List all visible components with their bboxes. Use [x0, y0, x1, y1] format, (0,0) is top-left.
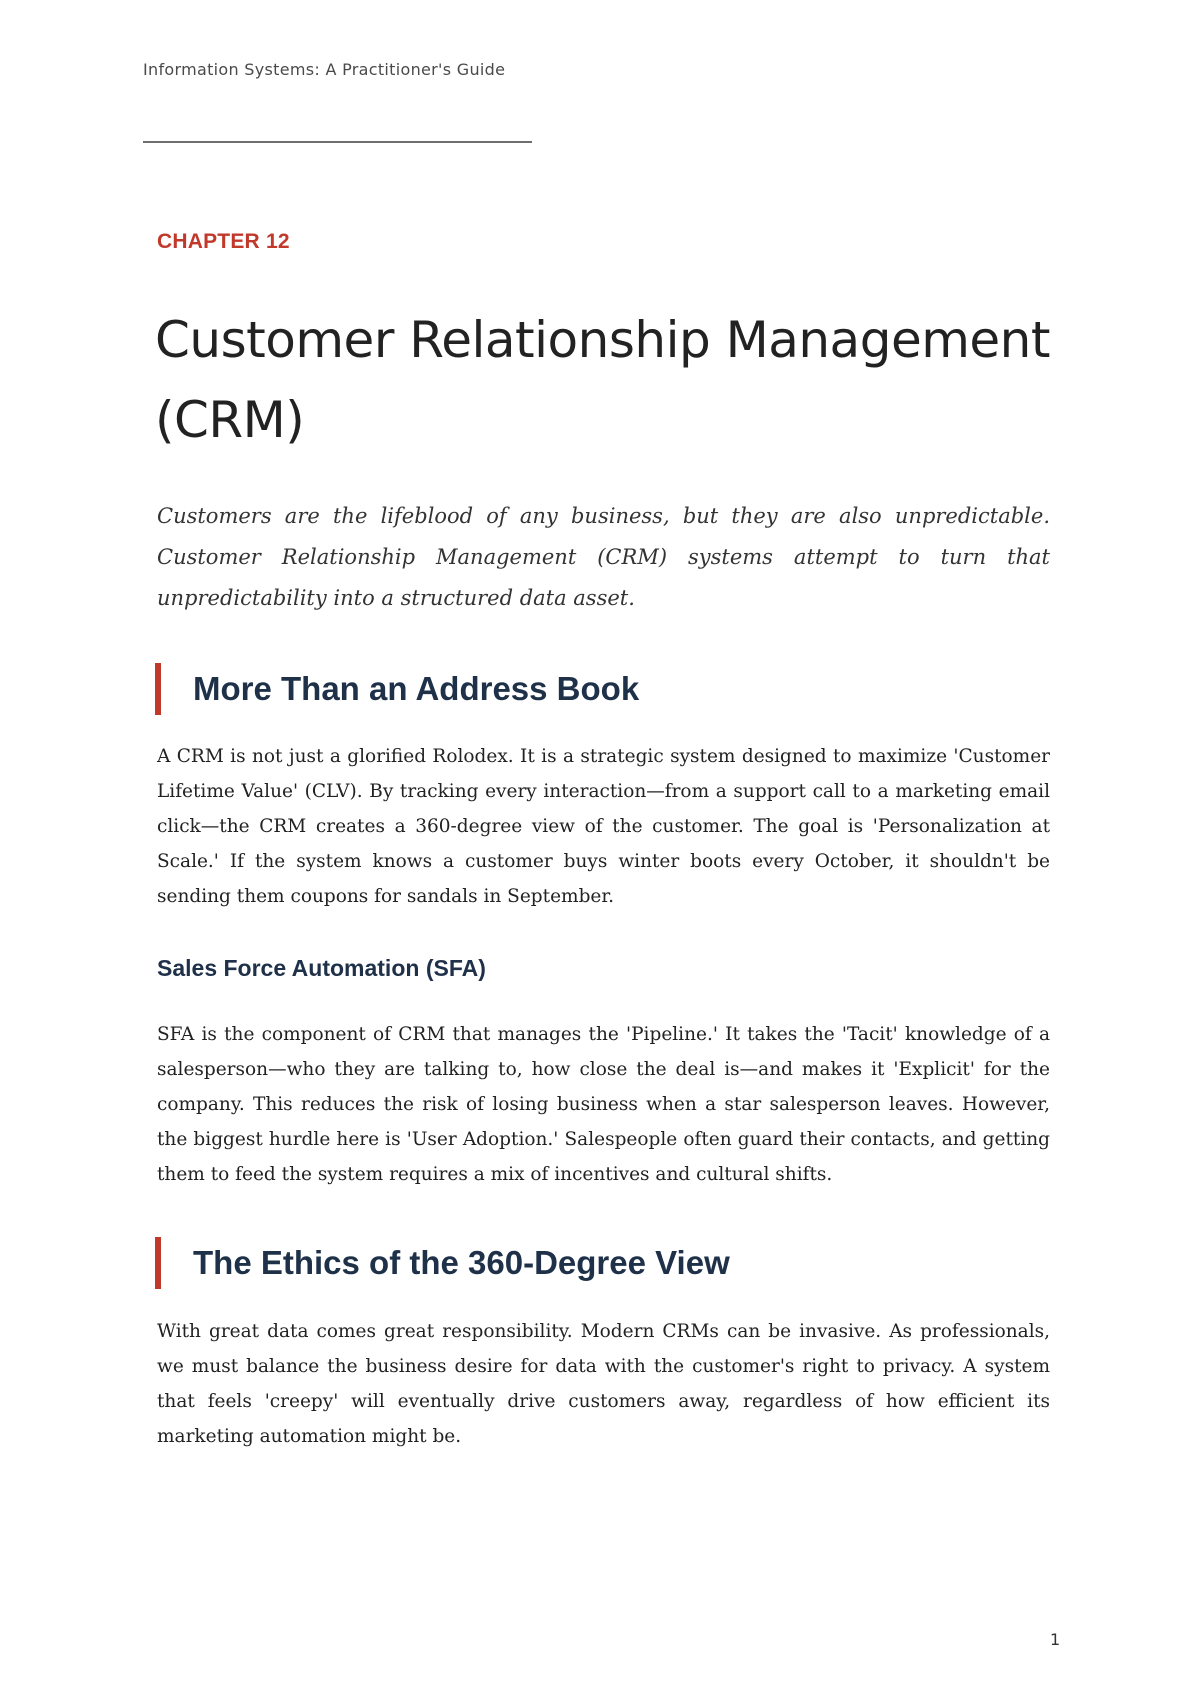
chapter-title: Customer Relationship Management (CRM) — [155, 311, 1050, 449]
running-header: Information Systems: A Practitioner's Guide — [143, 60, 506, 79]
header-divider — [143, 141, 532, 143]
page-number: 1 — [1050, 1630, 1061, 1649]
chapter-label: CHAPTER 12 — [157, 230, 290, 253]
section-heading-ethics: The Ethics of the 360-Degree View — [155, 1237, 1093, 1289]
section-paragraph: SFA is the component of CRM that manages the 'Pipeline.' It takes the 'Tacit' knowledge of a salesperson—who they are talking to, how close the deal is—and makes it 'Explicit' for the company. This reduces the risk of losing business when a star salesperson leaves. However, the biggest hurdle here is 'User Adoption.' Salespeople often guard their contacts, and getting them to feed the system requires a mix of incentives and cultural shifts. — [157, 1024, 1050, 1185]
subsection-heading-sfa: Sales Force Automation (SFA) — [157, 955, 486, 981]
section-heading-address-book: More Than an Address Book — [155, 663, 1093, 715]
section-paragraph: With great data comes great responsibility. Modern CRMs can be invasive. As professionals, we must balance the business desire for data with the customer's right to privacy. A system that feels 'creepy' will eventually drive customers away, regardless of how efficient its marketing automation might be. — [157, 1321, 1050, 1447]
chapter-lede: Customers are the lifeblood of any business, but they are also unpredictable. Customer Relationship Management (CRM) systems attempt to turn that unpredictability into a structured data asset. — [157, 504, 1050, 610]
section-paragraph: A CRM is not just a glorified Rolodex. It is a strategic system designed to maximize 'Customer Lifetime Value' (CLV). By tracking every interaction—from a support call to a marketing email click—the CRM creates a 360-degree view of the customer. The goal is 'Personalization at Scale.' If the system knows a customer buys winter boots every October, it shouldn't be sending them coupons for sandals in September. — [157, 746, 1050, 907]
